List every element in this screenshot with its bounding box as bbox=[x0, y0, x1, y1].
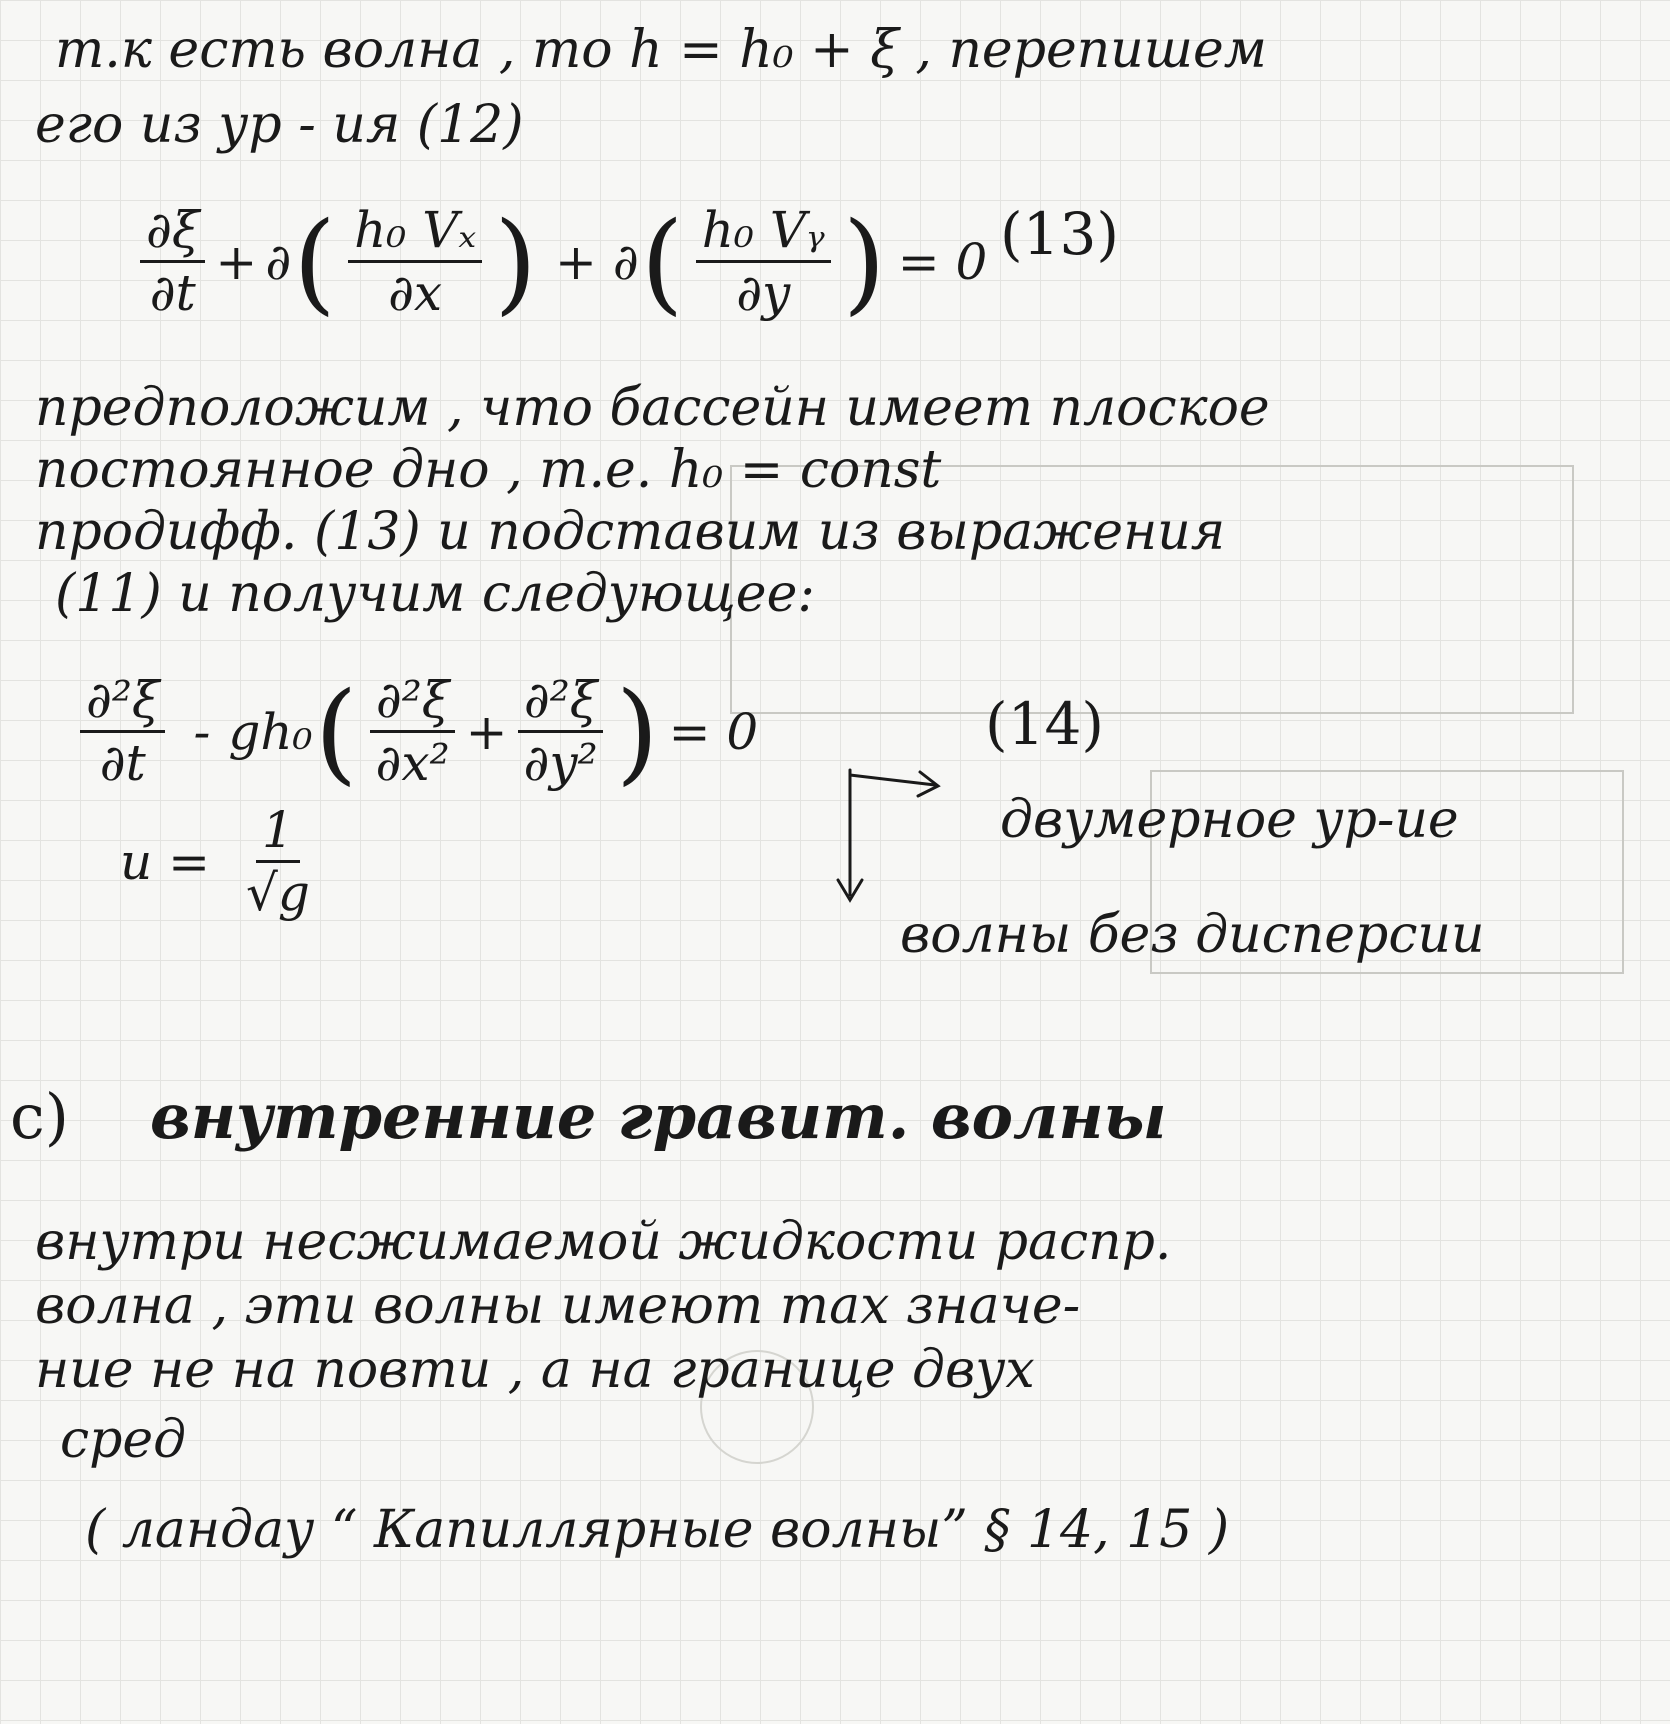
left-paren: ( bbox=[314, 667, 358, 796]
text-line-10: сред bbox=[60, 1410, 187, 1470]
text-line-5: продифф. (13) и подставим из выражения bbox=[35, 502, 1226, 562]
fraction-denominator: √g bbox=[246, 864, 310, 922]
fraction-numerator: h₀ Vᵧ bbox=[696, 200, 831, 263]
fraction-numerator: ∂²ξ bbox=[80, 670, 165, 733]
text-line-4: постоянное дно , т.е. h₀ = const bbox=[35, 440, 942, 500]
fraction-denominator: ∂y bbox=[736, 264, 791, 322]
annotation-note-line-2: волны без дисперсии bbox=[900, 905, 1485, 965]
fraction-numerator: ∂²ξ bbox=[370, 670, 455, 733]
text-line-2: его из ур - ия (12) bbox=[35, 95, 524, 155]
section-marker: c) bbox=[10, 1080, 69, 1153]
annotation-note-line-1: двумерное ур-ие bbox=[1000, 790, 1459, 850]
fraction-denominator: ∂x bbox=[388, 264, 443, 322]
fraction-denominator: ∂y² bbox=[523, 734, 598, 792]
fraction-numerator: h₀ Vₓ bbox=[348, 200, 482, 263]
fraction-numerator: 1 bbox=[256, 800, 300, 863]
text-line-8: волна , эти волны имеют max значе- bbox=[35, 1276, 1081, 1336]
equals-zero: = 0 bbox=[897, 232, 988, 291]
text-line-1: т.к есть волна , то h = h₀ + ξ , перепишем bbox=[55, 20, 1267, 80]
fraction-numerator: ∂ξ bbox=[140, 200, 205, 263]
plus-sign: + bbox=[215, 232, 258, 291]
plus-sign: + bbox=[465, 702, 508, 761]
left-paren: ( bbox=[293, 197, 337, 326]
equation-number-13: (13) bbox=[1000, 200, 1120, 268]
minus-sign: - bbox=[193, 702, 211, 761]
plus-sign: + bbox=[555, 232, 597, 291]
text-line-11: ( ландау “ Капиллярные волны” § 14, 15 ) bbox=[85, 1500, 1230, 1560]
equals-zero: = 0 bbox=[668, 702, 759, 761]
fraction-numerator: ∂²ξ bbox=[518, 670, 603, 733]
partial-symbol: ∂ bbox=[612, 232, 639, 291]
text-line-9: ние не на повти , а на границе двух bbox=[35, 1340, 1035, 1400]
text-line-6: (11) и получим следующее: bbox=[55, 564, 815, 624]
section-title: внутренние гравит. волны bbox=[150, 1080, 1167, 1153]
coefficient: gh₀ bbox=[228, 702, 313, 761]
fraction-denominator: ∂x² bbox=[375, 734, 450, 792]
equation-number-14: (14) bbox=[985, 690, 1105, 758]
right-paren: ) bbox=[615, 667, 659, 796]
right-paren: ) bbox=[494, 197, 538, 326]
text-line-3: предположим , что бассейн имеет плоское bbox=[35, 378, 1270, 438]
right-paren: ) bbox=[842, 197, 886, 326]
left-paren: ( bbox=[640, 197, 684, 326]
fraction-denominator: ∂t bbox=[149, 264, 196, 322]
fraction-denominator: ∂t bbox=[99, 734, 146, 792]
partial-symbol: ∂ bbox=[265, 232, 292, 291]
u-lhs: u = bbox=[120, 832, 210, 891]
text-line-7: внутри несжимаемой жидкости распр. bbox=[35, 1212, 1172, 1272]
